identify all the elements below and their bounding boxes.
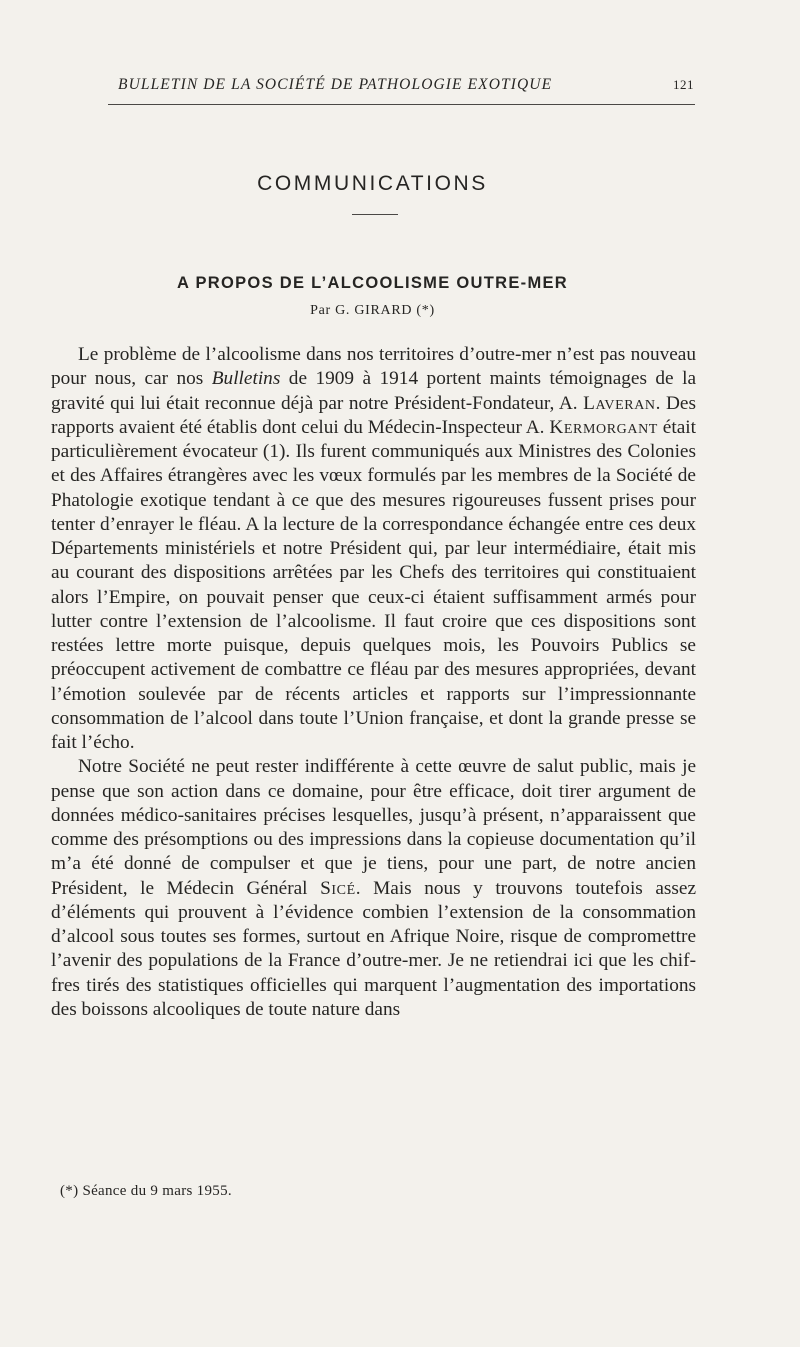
page-number: 121	[673, 77, 694, 92]
paragraph-1	[51, 343, 696, 755]
text-run: Le problème de l’alcoolisme dans nos territoires d’outre-mer n’est pas nouveau pour nous, car nos	[51, 344, 696, 390]
title-divider	[352, 214, 398, 215]
text-run: Notre Société ne peut rester indifférente à cette œuvre de salut public, mais je pense que son action dans ce domaine, pour être efficace, doit tirer argument de données médico-sanitaires précises lesquelles, jusqu’à présent, n’apparaissent que comme des présomptions ou des impressions dans la copieuse documentation qu’il m’a été donné de compulser et que je tiens, pour une part, de notre ancien Président, le Médecin Général	[51, 756, 696, 899]
article-body	[51, 343, 696, 1022]
section-title: COMMUNICATIONS	[257, 172, 488, 196]
author-name-smallcaps: Sicé	[320, 877, 356, 899]
text-run: était particulièrement évocateur (1). Ils furent communiqués aux Ministres des Colonies et des Affaires étrangères avec les vœux formulés par les membres de la Société de Phatologie exotique tendant à ce que des mesures rigoureuses fussent prises pour tenter d’enrayer le fléau. A la lecture de la correspondance échangée entre ces deux Départements ministériels et notre Président qui, par leur intermédiaire, était mis au courant des dispositions arrêtées par les Chefs des territoires qui constituaient alors l’Empire, on pouvait penser que ceux-ci étaient suffisamment armés pour lutter contre l’extension de l’alcoolisme. Il faut croire que ces dispositions sont restées lettre morte puisque, depuis quelques mois, les Pouvoirs Publics se préoccupent activement de combattre ce fléau par des mesures appropriées, devant l’émotion soulevée par de récents articles et rapports sur l’impressionnante consommation de l’alcool dans toute l’Union française, et dont la grande presse se fait l’écho.	[51, 416, 696, 753]
author-name-smallcaps: Laveran	[583, 392, 656, 414]
header-rule	[108, 104, 695, 105]
byline: Par G. GIRARD (*)	[310, 303, 435, 318]
article-title: A PROPOS DE L’ALCOOLISME OUTRE-MER	[176, 273, 569, 292]
text-run: . Des rapports avaient été établis dont celui du Médecin-Inspecteur A.	[51, 392, 696, 438]
paragraph-2	[51, 755, 696, 1022]
running-head	[118, 76, 694, 98]
text-run: . Mais nous y trouvons toutefois assez d’éléments qui prouvent à l’évidence combien l’extension de la consommation d’alcool sous toutes ses formes, surtout en Afrique Noire, risque de compromettre l’avenir des populations de la France d’outre-mer. Je ne retiendrai ici que les chiffres tirés des statistiques officielles qui marquent l’augmentation des importations des boissons alcooliques de toute nature dans	[51, 877, 697, 1020]
italic-run: Bulletins	[211, 368, 281, 390]
author-name-smallcaps: Kermorgant	[549, 416, 658, 438]
running-title: BULLETIN DE LA SOCIÉTÉ DE PATHOLOGIE EXOTIQUE	[118, 76, 553, 93]
footnote: (*) Séance du 9 mars 1955.	[60, 1183, 232, 1199]
text-run: de 1909 à 1914 portent maints témoignages de la gravité qui lui était reconnue déjà par notre Président-Fondateur, A.	[51, 368, 696, 414]
